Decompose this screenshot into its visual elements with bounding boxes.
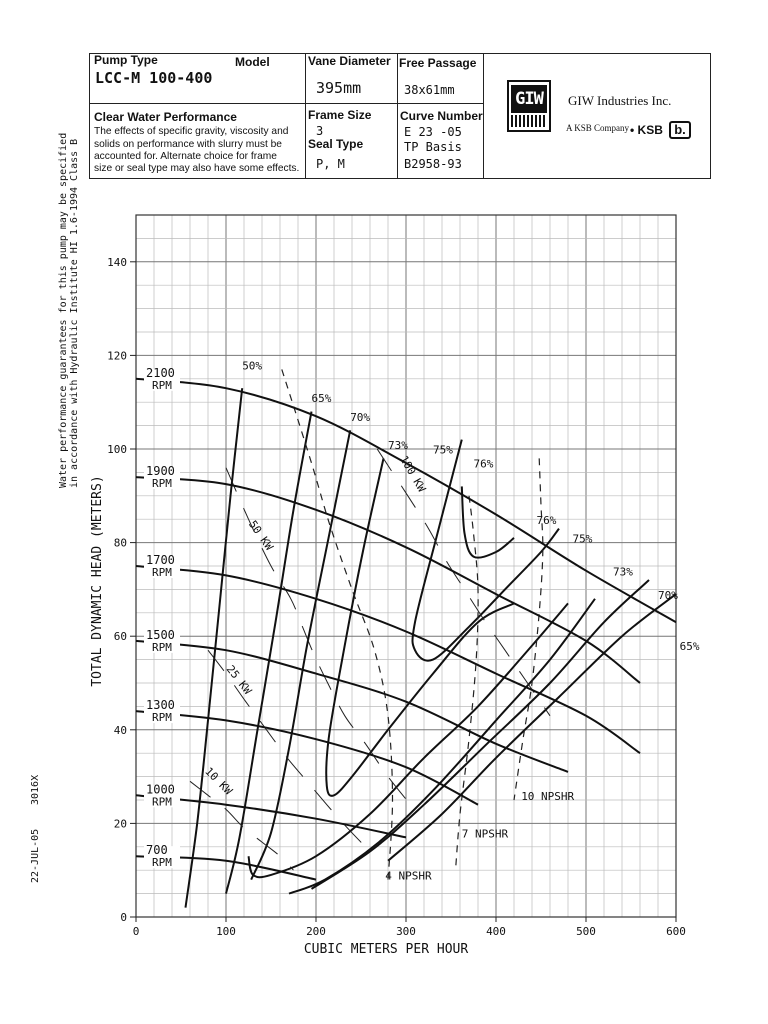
- efficiency-curve: [249, 603, 569, 877]
- speed-label: 1500: [146, 627, 175, 642]
- pump-model: LCC-M 100-400: [95, 69, 213, 87]
- power-label: 50 KW: [246, 518, 276, 553]
- efficiency-label: 70%: [658, 588, 678, 602]
- speed-label: 700: [146, 843, 168, 858]
- speed-label: 1700: [146, 553, 175, 567]
- ksb-dot-icon: •: [630, 123, 635, 137]
- y-tick-label: 80: [113, 536, 127, 550]
- x-tick-label: 600: [666, 925, 686, 938]
- npshr-label: 10 NPSHR: [521, 790, 575, 803]
- y-tick-label: 40: [113, 723, 127, 737]
- power-label: 10 KW: [202, 764, 235, 798]
- efficiency-label: 76%: [473, 457, 494, 471]
- y-tick-label: 140: [107, 255, 127, 269]
- x-tick-label: 100: [216, 925, 236, 938]
- speed-label: 2100: [146, 365, 175, 380]
- pump-type-label: Pump Type: [94, 53, 158, 67]
- power-curve: [190, 781, 294, 870]
- speed-label-unit: RPM: [152, 711, 172, 725]
- y-tick-label: 60: [113, 630, 127, 644]
- frame-size-value: 3: [316, 124, 324, 138]
- npshr-curve: [514, 458, 543, 800]
- x-tick-label: 0: [132, 925, 140, 938]
- curve-number-value: E 23 -05: [404, 125, 462, 139]
- efficiency-label: 73%: [388, 439, 408, 452]
- y-axis-label: TOTAL DYNAMIC HEAD (METERS): [90, 475, 105, 687]
- speed-label: 1000: [146, 782, 175, 797]
- seal-type-label: Seal Type: [308, 137, 364, 151]
- efficiency-curve: [312, 580, 650, 889]
- efficiency-label: 75%: [433, 443, 453, 457]
- speed-label-unit: RPM: [152, 378, 172, 392]
- date-stamp: 22-JUL-05: [30, 828, 41, 883]
- code-stamp: 3016X: [30, 774, 41, 805]
- x-tick-label: 200: [306, 925, 326, 938]
- speed-label: 1900: [146, 464, 175, 479]
- basis-value: TP Basis: [404, 140, 462, 154]
- ksb-text: KSB: [637, 123, 663, 137]
- seal-type-value: P, M: [316, 157, 345, 171]
- y-tick-label: 0: [120, 911, 127, 924]
- npshr-label: 7 NPSHR: [461, 827, 509, 841]
- ksb-company: A KSB Company: [566, 123, 630, 133]
- y-tick-label: 20: [113, 817, 127, 831]
- performance-note-1: The effects of specific gravity, viscosity and: [94, 126, 289, 137]
- x-tick-label: 300: [396, 925, 416, 938]
- speed-label: 1300: [146, 698, 175, 713]
- efficiency-label: 73%: [613, 565, 633, 579]
- x-axis-label: CUBIC METERS PER HOUR: [303, 942, 469, 957]
- performance-note-2: solids on performance with slurry must be: [94, 139, 282, 150]
- curve-number-label: Curve Number: [400, 109, 483, 123]
- performance-note-3: accounted for. Alternate choice for frame: [94, 151, 277, 162]
- performance-title: Clear Water Performance: [94, 110, 237, 124]
- free-passage-label: Free Passage: [399, 56, 477, 70]
- speed-label-unit: RPM: [152, 477, 172, 491]
- efficiency-label: 76%: [536, 513, 557, 527]
- ksb-mark: b.: [669, 121, 691, 139]
- model-label: Model: [235, 55, 270, 69]
- efficiency-label: 65%: [311, 392, 332, 406]
- efficiency-label: 50%: [242, 359, 263, 373]
- speed-label-unit: RPM: [152, 795, 172, 809]
- frame-size-label: Frame Size: [308, 108, 372, 122]
- speed-label-unit: RPM: [152, 566, 172, 579]
- guarantee-note-2: in accordance with Hydraulic Institute HI 1.6-1994 Class B: [69, 138, 80, 488]
- guarantee-note-1: Water performance guarantees for this pump may be specified: [58, 132, 69, 488]
- efficiency-curve: [251, 430, 350, 879]
- free-passage-value: 38x61mm: [404, 83, 455, 97]
- y-tick-label: 120: [107, 349, 127, 363]
- x-tick-label: 400: [486, 925, 506, 938]
- giw-logo-text: GIW: [511, 85, 547, 113]
- speed-label-unit: RPM: [152, 640, 172, 654]
- efficiency-label: 65%: [679, 640, 700, 654]
- npshr-label: 4 NPSHR: [385, 869, 432, 883]
- y-tick-label: 100: [107, 443, 127, 456]
- performance-note-4: size or seal type may also have some effects.: [94, 163, 300, 174]
- efficiency-label: 75%: [572, 532, 593, 546]
- vane-diameter-value: 395mm: [316, 79, 362, 97]
- power-label: 25 KW: [223, 662, 255, 697]
- power-curve: [377, 449, 550, 716]
- speed-curve: [136, 711, 478, 805]
- basis-code: B2958-93: [404, 157, 462, 171]
- efficiency-curve: [412, 440, 559, 661]
- efficiency-label: 70%: [350, 410, 371, 424]
- x-tick-label: 500: [576, 925, 596, 938]
- speed-label-unit: RPM: [152, 856, 172, 870]
- power-label: 100 KW: [397, 453, 429, 495]
- company-name: GIW Industries Inc.: [568, 93, 672, 108]
- vane-diameter-label: Vane Diameter: [308, 54, 391, 68]
